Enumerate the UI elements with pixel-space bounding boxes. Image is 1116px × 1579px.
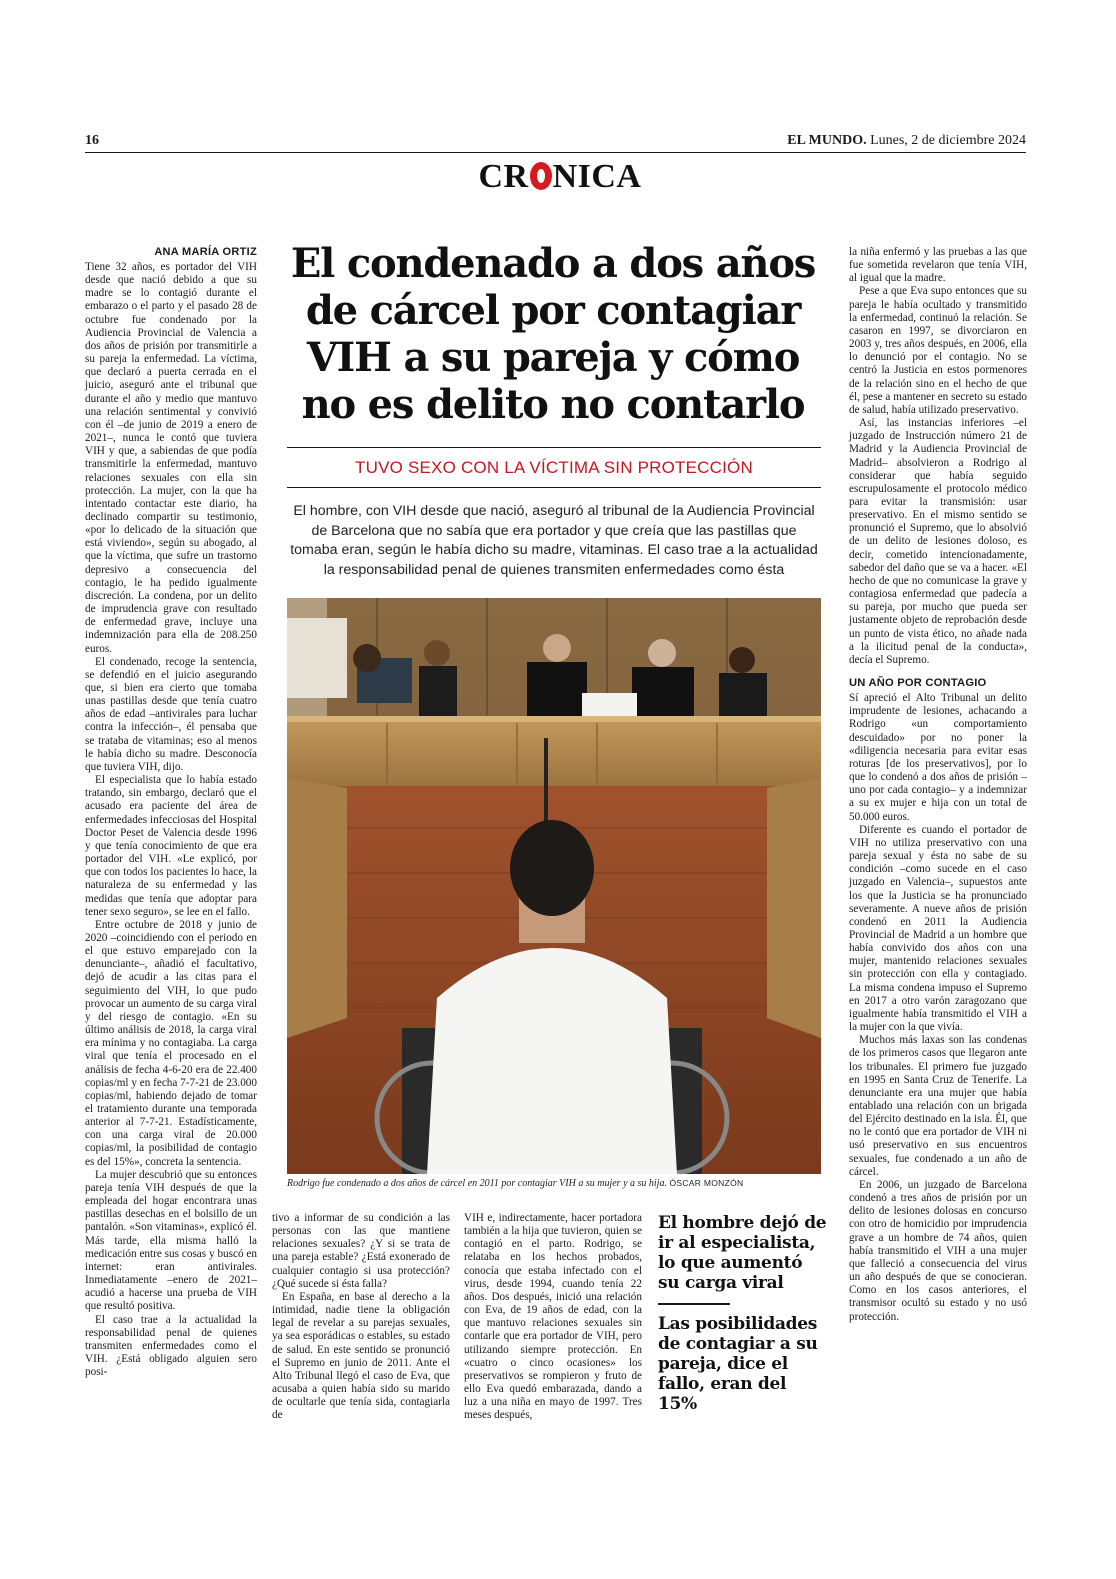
body-paragraph: Tiene 32 años, es portador del VIH desde que nació debido a que su madre se lo contagió durante el embarazo o el parto y el pasado 28 de octubre fue condenado por la Audiencia Provincial de Valencia a dos años de prisión por transmitirle a su pareja la enfermedad. La víctima, que declaró a puerta cerrada en el juicio, aseguró ante el tribunal que durante el año y medio que mantuvo una relación sentimental y convivió con él –de junio de 2019 a enero de 2021–, nunca le contó que tuviera VIH y que, a sabiendas de que podía transmitirle la enfermedad, mantuvo relaciones sexuales con ella sin protección. La mujer, con la que ha intentado contactar este diario, ha declinado compartir su testimonio, «por lo delicado de la situación que está viviendo», según su abogado, al que la víctima, que sufre un trastorno depresivo a consecuencia del contagio, le ha pedido igualmente discreción. La condena, por un delito de imprudencia grave con resultado de enfermedad grave, incluye una indemnización para ella de 208.250 euros.	[85, 261, 257, 655]
body-paragraph: En España, en base al derecho a la intimidad, nadie tiene la obligación legal de revelar a su parejas sexuales, ya sea esporádicas o estables, su estado de salud. En este sentido se pronunció el Supremo en junio de 2011. Ante el Alto Tribunal llegó el caso de Eva, que acusaba a quien había sido su marido de ocultarle que tenía sida, contagiarla de	[272, 1290, 450, 1422]
caption-text: Rodrigo fue condenado a dos años de cárcel en 2011 por contagiar VIH a su mujer y a su hija.	[287, 1178, 667, 1189]
photo-credit: ÓSCAR MONZÓN	[669, 1178, 744, 1188]
column-5	[849, 246, 1027, 1324]
kicker-rule	[287, 487, 821, 488]
body-paragraph: tivo a informar de su condición a las personas con las que mantiene relaciones sexuales? ¿Y si se trata de una pareja estable? ¿Está exonerado de cualquier contagio si usa protección? ¿Qué sucede si ésta falla?	[272, 1212, 450, 1290]
column-3	[464, 1212, 642, 1423]
body-paragraph: Sí apreció el Alto Tribunal un delito imprudente de lesiones, achacando a Rodrigo «un comportamiento descuidado» por no poner la «diligencia necesaria para evitar esas roturas [de los preservativos], por lo que lo condenó a dos años de prisión –uno por cada contagio– y a indemnizar a su ex mujer e hija con un total de 50.000 euros.	[849, 692, 1027, 823]
column-1	[85, 261, 257, 1379]
body-paragraph: El especialista que lo había estado tratando, sin embargo, declaró que el acusado era paciente del área de enfermedades infecciosas del Hospital Doctor Peset de Valencia desde 1996 y que tenía conocimiento de que era portador del VIH. «Le explicó, por que con todos los pacientes lo hace, la naturaleza de su enfermedad y las medidas que tenía que adoptar para tener sexo seguro», se lee en el fallo.	[85, 774, 257, 918]
body-paragraph: La mujer descubrió que su entonces pareja tenía VIH después de que la empleada del hogar encontrara unas pastillas desechas en el bolsillo de un pantalón. «Son vitaminas», explicó él. Más tarde, ella misma halló la medicación entre sus cosas y buscó en internet: eran antivirales. Inmediatamente –enero de 2021– acudió a hacerse una prueba de VIH que resultó positiva.	[85, 1168, 257, 1313]
pull-quote-1: El hombre dejó de ir al especialista, lo que aumentó su carga viral	[658, 1213, 827, 1293]
pull-quote-rule	[658, 1303, 730, 1305]
body-paragraph: VIH e, indirectamente, hacer portadora también a la hija que tuvieron, quien se contagió en el parto. Rodrigo, se relataba en los hechos probados, conocía que estaba infectado con el virus, desde 1994, cuando tenía 22 años. Dos después, inició una relación con Eva, de 19 años de edad, con la que mantuvo relaciones sexuales sin contarle que era portador de VIH, pero utilizando siempre protección. En «cuatro o cinco ocasiones» los preservativos se rompieron y fruto de ello Eva quedó embarazada, dando a luz a una niña en mayo de 1997. Tres meses después,	[464, 1212, 642, 1422]
headline-rule	[287, 447, 821, 448]
body-paragraph: En 2006, un juzgado de Barcelona condenó a tres años de prisión por un delito de lesiones dolosas en concurso con otro de homicidio por imprudencia grave a un hombre de 74 años, quien había transmitido el VIH a una mujer que falleció a consecuencia del virus un año después de que se conocieran. Como en los casos anteriores, el transmisor ocultó su estado y no usó protección.	[849, 1178, 1027, 1323]
photo-caption	[287, 1178, 821, 1189]
body-paragraph: El caso trae a la actualidad la responsabilidad penal de quienes transmiten enfermedades como el VIH. ¿Está obligado alguien sero posi-	[85, 1313, 257, 1379]
body-paragraph: Entre octubre de 2018 y junio de 2020 –coincidiendo con el periodo en el que estuvo emparejado con la denunciante–, añadió el facultativo, dejó de acudir a las citas para el seguimiento del VIH, lo que pudo provocar un aumento de su carga viral y del riesgo de contagio. «En su último análisis de 2018, la carga viral era mínima y no contagiaba. La carga viral que tenía el procesado en el análisis de fecha 4-6-20 era de 22.400 copias/ml y en fecha 7-7-21 de 23.000 copias/ml, habiendo dejado de tomar el tratamiento durante una temporada anterior al 7-7-21. Estadísticamente, con una carga viral de 20.000 copias/ml, la posibilidad de contagio es del 15%», concreta la sentencia.	[85, 918, 257, 1168]
top-rule	[85, 152, 1026, 153]
issue-date: Lunes, 2 de diciembre 2024	[870, 133, 1026, 148]
courtroom-photo	[287, 598, 821, 1174]
standfirst: El hombre, con VIH desde que nació, aseguró al tribunal de la Audiencia Provincial de Barcelona que no sabía que era portador y que creía que las pastillas que tomaba eran, según le había dicho su madre, vitaminas. El caso trae a la actualidad la responsabilidad penal de quienes transmiten enfermedades como ésta	[290, 503, 818, 578]
body-paragraph: la niña enfermó y las pruebas a las que fue sometida revelaron que tenía VIH, al igual que la madre.	[849, 246, 1027, 285]
pull-quote-2: Las posibilidades de contagiar a su pareja, dice el fallo, eran del 15%	[658, 1314, 818, 1414]
body-paragraph: Pese a que Eva supo entonces que su pareja le había ocultado y transmitido la enfermedad, continuó la relación. Se casaron en 1997, se divorciaron en 2003 y, tres años después, en 2006, ella lo denunció por el contagio. No se centró la Justicia en estos pormenores de la relación sino en el hecho de que él, pese a mantener en secreto su estado de salud, había utilizado preservativo.	[849, 285, 1027, 416]
masthead-date	[787, 133, 1026, 149]
logo-text: CR	[478, 158, 529, 195]
body-paragraph: Muchos más laxas son las condenas de los primeros casos que llegaron ante los tribunales. El primero fue juzgado en 1995 en Santa Cruz de Tenerife. La denunciante era una mujer que había entablado una relación con un brigada del Ejército destinado en la isla. Él, que no le contó que era portador de VIH ni usó preservativo en sus encuentros sexuales, fue condenado a un año de cárcel.	[849, 1034, 1027, 1178]
body-paragraph: Así, las instancias inferiores –el juzgado de Instrucción número 21 de Madrid y la Audiencia Provincial de Madrid– absolvieron a Rodrigo al considerar que había seguido escrupulosamente el protocolo médico para evitar la transmisión: usar preservativo. En el mismo sentido se pronunció el Supremo, que lo absolvió de un delito de lesiones doloso, es decir, cometido intencionadamente, sabedor del daño que se va a hacer. «El hecho de que no comunicase la grave y contagiosa enfermedad que padecía a su pareja, por mucho que pueda ser justamente objeto de reprobación desde un punto de vista ético, no añade nada a la ilicitud penal de la conducta», decía el Supremo.	[849, 417, 1027, 666]
logo-o-mark	[530, 162, 552, 190]
courtroom-illustration	[287, 598, 821, 1174]
section-logo	[460, 158, 660, 196]
paper-name: EL MUNDO.	[787, 133, 867, 148]
kicker: TUVO SEXO CON LA VÍCTIMA SIN PROTECCIÓN	[355, 458, 753, 477]
byline: ANA MARÍA ORTIZ	[154, 246, 257, 258]
body-paragraph: Diferente es cuando el portador de VIH no utiliza preservativo con una pareja sexual y ésta no sabe de su condición –como sucede en el caso juzgado en Valencia–, supuestos ante los que la Justicia se ha pronunciado severamente. A nueve años de prisión condenó en 2011 la Audiencia Provincial de Madrid a un hombre que había convivido dos años con una mujer, mantenido relaciones sexuales sin protección con ella y contagiado. La misma condena impuso el Supremo en 2017 a otro varón zaragozano que igualmente había transmitido el VIH a la mujer con la que vivía.	[849, 823, 1027, 1034]
logo-text: NICA	[552, 158, 642, 195]
page-number: 16	[85, 133, 99, 148]
column-2	[272, 1212, 450, 1423]
headline: El condenado a dos años de cárcel por contagiar VIH a su pareja y cómo no es delito no contarlo	[290, 240, 816, 428]
body-paragraph: El condenado, recoge la sentencia, se defendió en el juicio asegurando que, si bien era cierto que tomaba unas pastillas desde que tenía cuatro años de edad –antivirales para luchar contra la infección–, él pensaba que se trataba de vitaminas; eso al menos le había dicho su madre. Desconocía que tuviera VIH, dijo.	[85, 655, 257, 773]
subhead: UN AÑO POR CONTAGIO	[849, 677, 987, 689]
